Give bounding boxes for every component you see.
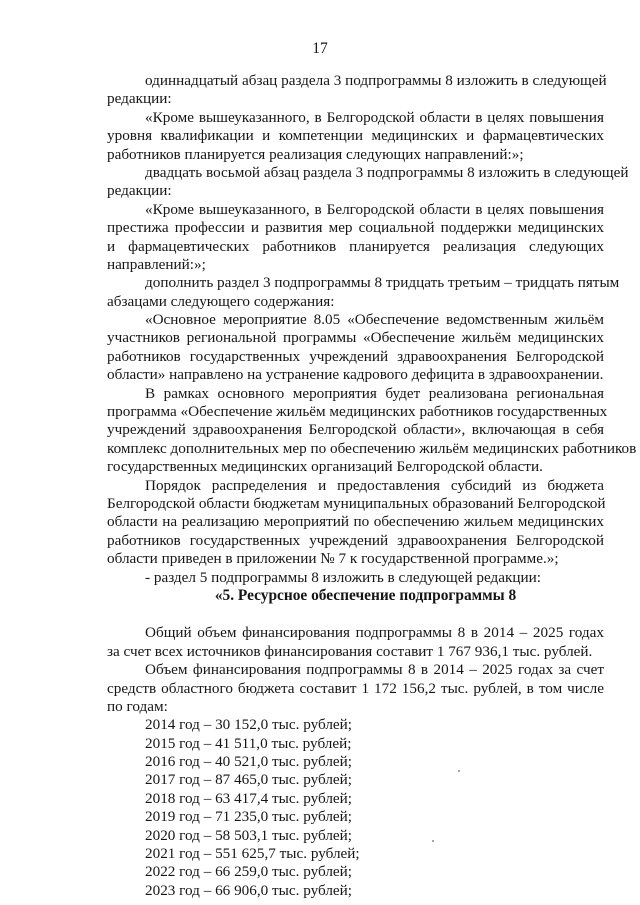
text-line: «Кроме вышеуказанного, в Белгородской области в целях повышения [145,108,604,126]
funding-year-line: 2022 год – 66 259,0 тыс. рублей; [145,863,353,881]
funding-year-line: 2023 год – 66 906,0 тыс. рублей; [145,881,353,899]
text-line: участников региональной программы «Обеспечение жильём медицинских [107,329,604,347]
text-line: абзацами следующего содержания: [107,292,335,310]
scan-speck [432,840,434,842]
scan-speck [458,770,460,772]
text-line: редакции: [107,90,172,108]
text-line: Белгородской области бюджетам муниципальных образований Белгородской [107,494,606,512]
text-line: области на реализацию мероприятий по обеспечению жильем медицинских [107,513,604,531]
text-line: «Основное мероприятие 8.05 «Обеспечение ведомственным жильём [145,311,604,329]
funding-year-line: 2019 год – 71 235,0 тыс. рублей; [145,808,353,826]
text-line: области приведен в приложении № 7 к государственной программе.»; [107,550,559,568]
section-heading: «5. Ресурсное обеспечение подпрограммы 8 [214,586,517,604]
funding-year-line: 2021 год – 551 625,7 тыс. рублей; [145,845,360,863]
text-line: государственных медицинских организаций Белгородской области. [107,458,543,476]
text-line: области» направлено на устранение кадрового дефицита в здравоохранении. [107,366,604,384]
text-line: средств областного бюджета составит 1 172 156,2 тыс. рублей, в том числе [107,679,604,697]
text-line: одиннадцатый абзац раздела 3 подпрограммы 8 изложить в следующей [145,72,607,89]
funding-year-line: 2017 год – 87 465,0 тыс. рублей; [145,771,353,789]
text-line: учреждений здравоохранения Белгородской области», включающая в себя [107,421,604,439]
text-line: В рамках основного мероприятия будет реализована региональная [145,384,604,402]
paragraph-gap [107,605,604,624]
text-line: престижа профессии и развития мер социальной поддержки медицинских [107,219,604,237]
text-line: работников государственных учреждений здравоохранения Белгородской [107,347,604,365]
text-line: работников планируется реализация следующих направлений:»; [107,145,524,163]
text-line: по годам: [107,697,168,715]
text-line: Общий объем финансирования подпрограммы 8 в 2014 – 2025 годах [145,624,604,642]
text-line: направлений:»; [107,255,206,273]
funding-year-line: 2016 год – 40 521,0 тыс. рублей; [145,753,353,771]
text-line: Объем финансирования подпрограммы 8 в 2014 – 2025 годах за счет [145,661,604,679]
text-line: комплекс дополнительных мер по обеспечению жильём медицинских работников [107,439,637,457]
text-line: уровня квалификации и компетенции медицинских и фармацевтических [107,127,604,145]
document-body [107,72,637,900]
funding-year-line: 2018 год – 63 417,4 тыс. рублей; [145,789,353,807]
text-line: «Кроме вышеуказанного, в Белгородской области в целях повышения [145,200,604,218]
text-line: дополнить раздел 3 подпрограммы 8 тридцать третьим – тридцать пятым [145,274,620,292]
funding-year-line: 2020 год – 58 503,1 тыс. рублей; [145,826,353,844]
text-line: Порядок распределения и предоставления субсидий из бюджета [145,476,604,494]
text-line: редакции: [107,182,172,200]
text-line: - раздел 5 подпрограммы 8 изложить в следующей редакции: [145,568,541,586]
text-line: работников государственных учреждений здравоохранения Белгородской [107,531,604,549]
text-line: двадцать восьмой абзац раздела 3 подпрограммы 8 изложить в следующей [145,163,629,181]
funding-year-line: 2014 год – 30 152,0 тыс. рублей; [145,716,353,734]
funding-year-line: 2015 год – 41 511,0 тыс. рублей; [145,734,352,752]
text-line: и фармацевтических работников планируется реализация следующих [107,237,604,255]
text-line: за счет всех источников финансирования составит 1 767 936,1 тыс. рублей. [107,642,593,660]
page-number: 17 [312,40,328,57]
text-line: программа «Обеспечение жильём медицинских работников государственных [107,403,608,421]
